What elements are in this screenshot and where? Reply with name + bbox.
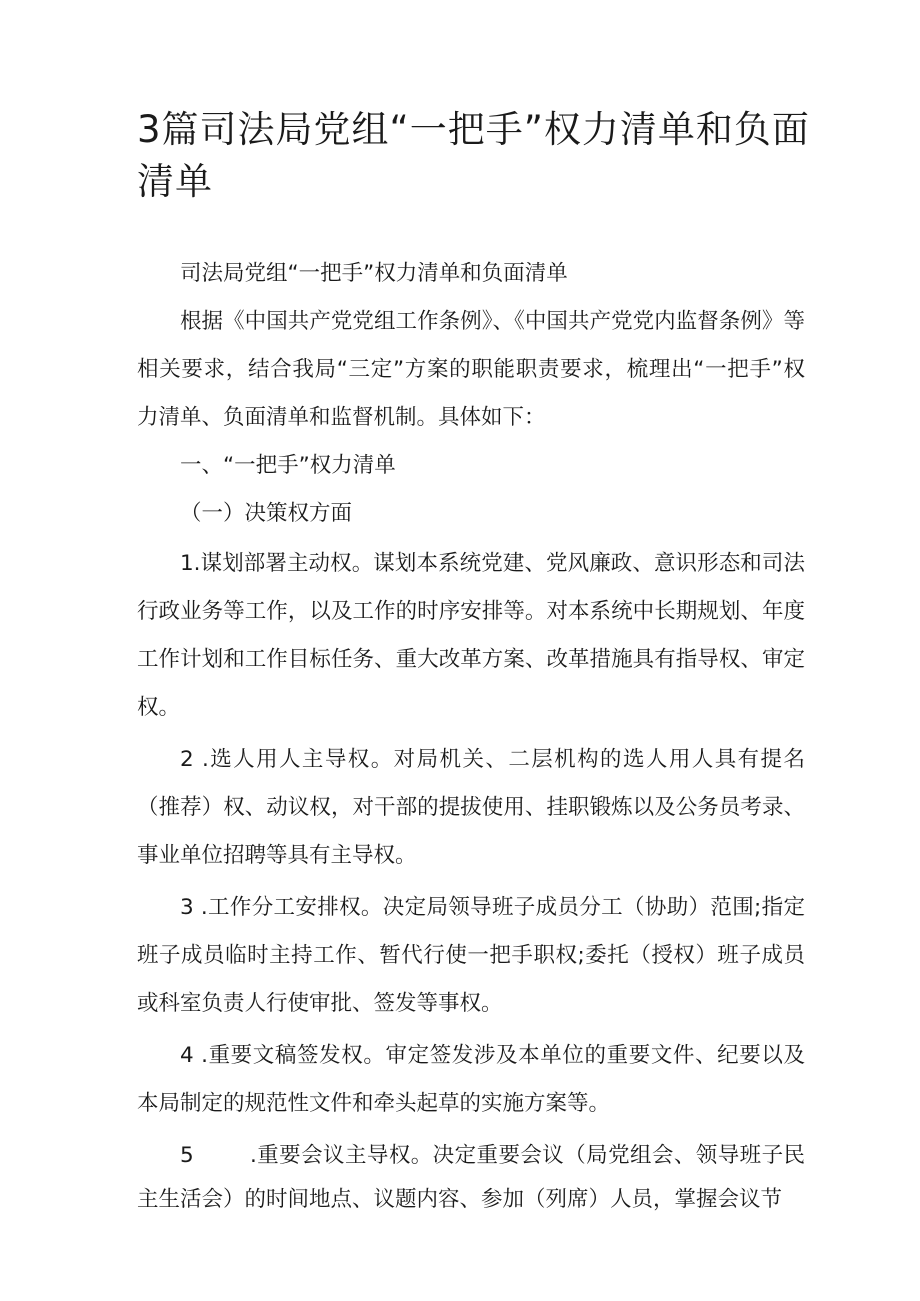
list-item: 3 .工作分工安排权。决定局领导班子成员分工（协助）范围;指定班子成员临时主持工作、暂代行使一把手职权;委托（授权）班子成员或科室负责人行使审批、签发等事权。 bbox=[137, 895, 805, 1016]
document-body bbox=[137, 250, 805, 1222]
list-item: 1.谋划部署主动权。谋划本系统党建、党风廉政、意识形态和司法行政业务等工作，以及工作的时序安排等。对本系统中长期规划、年度工作计划和工作目标任务、重大改革方案、改革措施具有指导权、审定权。 bbox=[137, 551, 805, 720]
subsection-heading: （一）决策权方面 bbox=[180, 501, 353, 526]
document-title: 3篇司法局党组“一把手”权力清单和负面清单 bbox=[137, 108, 810, 203]
section-heading: 一、“一把手”权力清单 bbox=[180, 453, 396, 478]
document-subtitle: 司法局党组“一把手”权力清单和负面清单 bbox=[180, 261, 568, 286]
list-item-number: 5 bbox=[180, 1143, 194, 1168]
list-item bbox=[137, 1134, 805, 1222]
list-item: 4 .重要文稿签发权。审定签发涉及本单位的重要文件、纪要以及本局制定的规范性文件和牵头起草的实施方案等。 bbox=[137, 1043, 805, 1116]
intro-paragraph: 根据《中国共产党党组工作条例》、《中国共产党党内监督条例》等相关要求，结合我局“三定”方案的职能职责要求，梳理出“一把手”权力清单、负面清单和监督机制。具体如下： bbox=[137, 309, 805, 430]
list-item: 2 .选人用人主导权。对局机关、二层机构的选人用人具有提名（推荐）权、动议权，对干部的提拔使用、挂职锻炼以及公务员考录、事业单位招聘等具有主导权。 bbox=[137, 747, 805, 868]
list-item-text: .重要会议主导权。决定重要会议（局党组会、领导班子民主生活会）的时间地点、议题内容、参加（列席）人员，掌握会议节 bbox=[137, 1143, 805, 1212]
